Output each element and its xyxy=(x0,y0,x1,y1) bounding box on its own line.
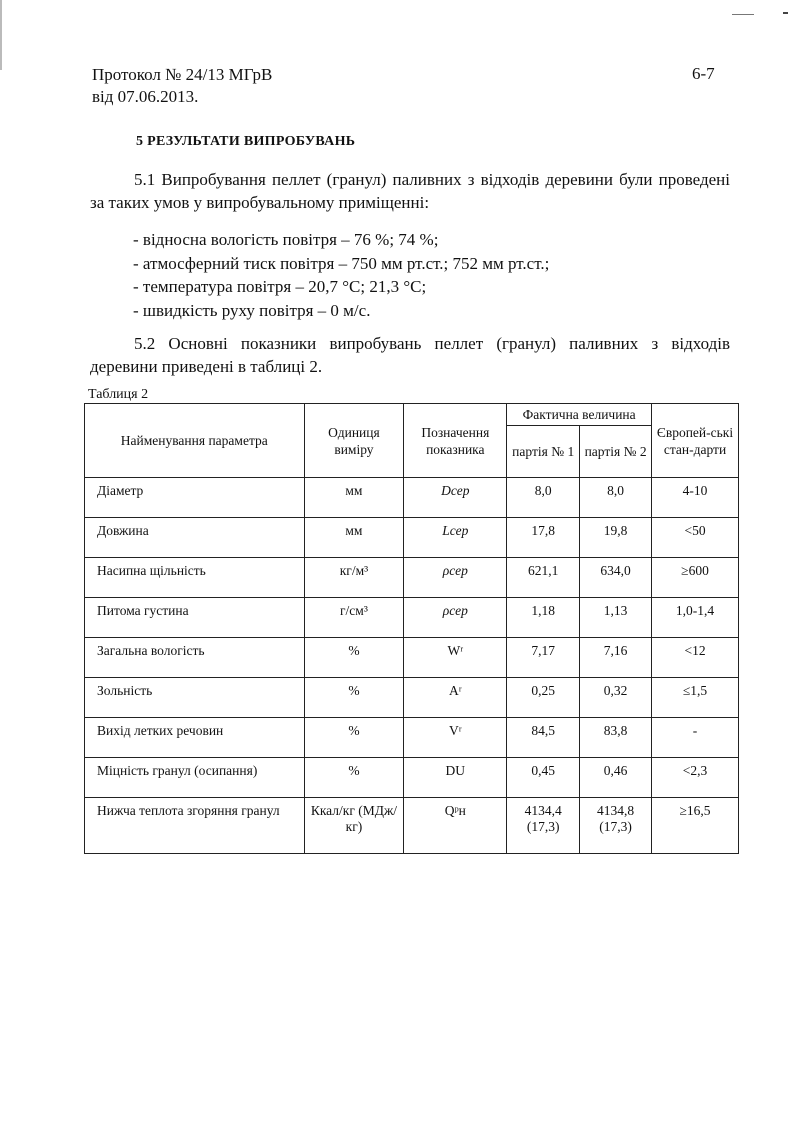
protocol-header xyxy=(92,64,272,108)
scan-mark xyxy=(732,14,754,15)
param-symbol: ρсер xyxy=(404,558,507,598)
protocol-date: від 07.06.2013. xyxy=(92,87,199,106)
table-row xyxy=(85,798,739,854)
paragraph-conditions xyxy=(90,168,730,214)
standard-value: - xyxy=(652,718,739,758)
header-symbol: Позначення показника xyxy=(404,404,507,478)
standard-value: <2,3 xyxy=(652,758,739,798)
scan-mark xyxy=(783,12,788,14)
param-unit: % xyxy=(304,678,404,718)
section-title: 5 РЕЗУЛЬТАТИ ВИПРОБУВАНЬ xyxy=(136,134,356,149)
standard-value: ≥16,5 xyxy=(652,798,739,854)
param-name: Міцність гранул (осипання) xyxy=(85,758,305,798)
list-item: - атмосферний тиск повітря – 750 мм рт.ст.; 752 мм рт.ст.; xyxy=(133,252,549,276)
results-table xyxy=(84,403,739,854)
standard-value: 1,0-1,4 xyxy=(652,598,739,638)
conditions-list xyxy=(133,228,549,322)
header-name: Найменування параметра xyxy=(85,404,305,478)
paragraph-text: 5.1 Випробування пеллет (гранул) паливних з відходів деревини були проведені за таких умов у випробувальному приміщенні: xyxy=(90,170,730,212)
scan-edge xyxy=(0,0,2,70)
param-name: Нижча теплота згоряння гранул xyxy=(85,798,305,854)
header-unit: Одиниця виміру xyxy=(304,404,404,478)
standard-value: 4-10 xyxy=(652,478,739,518)
batch1-value: 0,45 xyxy=(507,758,580,798)
batch1-value: 0,25 xyxy=(507,678,580,718)
table-row xyxy=(85,478,739,518)
list-item: - температура повітря – 20,7 °С; 21,3 °С; xyxy=(133,275,549,299)
standard-value: <50 xyxy=(652,518,739,558)
batch2-value: 0,46 xyxy=(580,758,652,798)
table-row xyxy=(85,518,739,558)
batch2-value: 1,13 xyxy=(580,598,652,638)
protocol-number: Протокол № 24/13 МГрВ xyxy=(92,65,273,84)
header-batch2: партія № 2 xyxy=(580,426,652,478)
param-unit: г/см³ xyxy=(304,598,404,638)
param-unit: мм xyxy=(304,518,404,558)
param-name: Загальна вологість xyxy=(85,638,305,678)
param-name: Довжина xyxy=(85,518,305,558)
table-row xyxy=(85,718,739,758)
standard-value: <12 xyxy=(652,638,739,678)
batch2-value: 4134,8 (17,3) xyxy=(580,798,652,854)
batch2-value: 8,0 xyxy=(580,478,652,518)
list-item: - швидкість руху повітря – 0 м/с. xyxy=(133,299,549,323)
param-name: Вихід летких речовин xyxy=(85,718,305,758)
param-unit: кг/м³ xyxy=(304,558,404,598)
batch1-value: 8,0 xyxy=(507,478,580,518)
table-row xyxy=(85,758,739,798)
batch1-value: 1,18 xyxy=(507,598,580,638)
param-unit: % xyxy=(304,638,404,678)
batch1-value: 17,8 xyxy=(507,518,580,558)
table-row xyxy=(85,558,739,598)
param-name: Діаметр xyxy=(85,478,305,518)
table-row xyxy=(85,678,739,718)
paragraph-text: 5.2 Основні показники випробувань пеллет (гранул) паливних з відходів деревини приведені в таблиці 2. xyxy=(90,334,730,376)
batch1-value: 84,5 xyxy=(507,718,580,758)
table-caption: Таблиця 2 xyxy=(88,387,149,402)
param-symbol: DU xyxy=(404,758,507,798)
batch2-value: 634,0 xyxy=(580,558,652,598)
batch2-value: 7,16 xyxy=(580,638,652,678)
param-unit: % xyxy=(304,718,404,758)
standard-value: ≤1,5 xyxy=(652,678,739,718)
param-symbol: Aʳ xyxy=(404,678,507,718)
param-unit: Ккал/кг (МДж/кг) xyxy=(304,798,404,854)
param-symbol: Lсер xyxy=(404,518,507,558)
batch2-value: 19,8 xyxy=(580,518,652,558)
batch2-value: 83,8 xyxy=(580,718,652,758)
page-number: 6-7 xyxy=(692,64,715,83)
batch1-value: 621,1 xyxy=(507,558,580,598)
table-row xyxy=(85,598,739,638)
header-batch1: партія № 1 xyxy=(507,426,580,478)
param-name: Насипна щільність xyxy=(85,558,305,598)
param-symbol: Wʳ xyxy=(404,638,507,678)
param-symbol: Vʳ xyxy=(404,718,507,758)
header-standard: Європей-ські стан-дарти xyxy=(652,404,739,478)
param-unit: мм xyxy=(304,478,404,518)
paragraph-results xyxy=(90,332,730,378)
batch2-value: 0,32 xyxy=(580,678,652,718)
param-name: Зольність xyxy=(85,678,305,718)
standard-value: ≥600 xyxy=(652,558,739,598)
header-actual: Фактична величина xyxy=(507,404,652,426)
param-symbol: ρсер xyxy=(404,598,507,638)
batch1-value: 4134,4 (17,3) xyxy=(507,798,580,854)
param-unit: % xyxy=(304,758,404,798)
table-row xyxy=(85,638,739,678)
param-symbol: Dсер xyxy=(404,478,507,518)
param-name: Питома густина xyxy=(85,598,305,638)
batch1-value: 7,17 xyxy=(507,638,580,678)
param-symbol: Qᵖн xyxy=(404,798,507,854)
list-item: - відносна вологість повітря – 76 %; 74 %; xyxy=(133,228,549,252)
